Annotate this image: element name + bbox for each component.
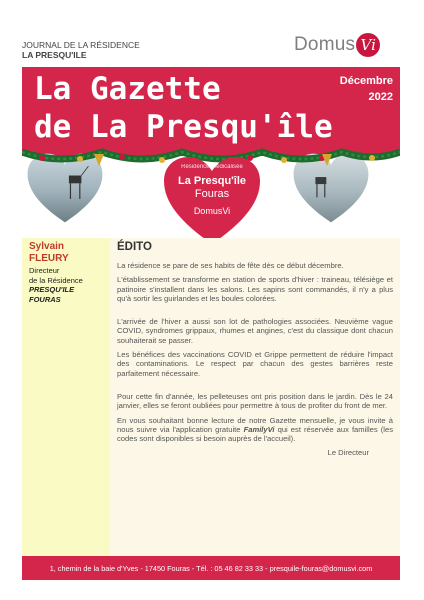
author-role-3: PRESQU'ILE	[29, 285, 75, 294]
heart-residence-name: La Presqu'île	[177, 175, 247, 187]
edito-paragraph-2: L'établissement se transforme en station de sports d'hiver : traineau, télésiège et patinoire s'installent dans les salons. Les sapins sont commandés, il n'y a plus qu'à sortir les guirlandes et les boules colorées.	[117, 275, 393, 303]
title-banner	[22, 67, 400, 156]
author-role-2: de la Résidence	[29, 275, 83, 285]
issue-date	[340, 73, 393, 105]
heart-subtitle: Résidence médicalisée	[181, 164, 243, 170]
edito-paragraph-1: La résidence se pare de ses habits de fête dès ce début décembre.	[117, 261, 344, 270]
gazette-title	[34, 70, 333, 146]
logo-mark: Vi	[356, 33, 380, 57]
title-line-1: La Gazette	[34, 71, 221, 107]
journal-header	[22, 40, 140, 60]
edito-paragraph-4: Les bénéfices des vaccinations COVID et Grippe permettent de réduire l'impact des contaminations. Le respect par chacun des gestes barrières reste parfaitement nécessaire.	[117, 350, 393, 378]
edito-paragraph-5: Pour cette fin d'année, les pelleteuses ont pris position dans le jardin. Dès le 24 janvier, elles se feront oubliées pour permettre à tous de profiter du front de mer.	[117, 391, 393, 411]
author-role-4: FOURAS	[29, 294, 61, 304]
familyvi-app-name: FamilyVi	[243, 424, 275, 434]
heart-logo: DomusVi	[193, 206, 231, 216]
edito-p6-start: En vous souhaitant bonne lecture de notre Gazette mensuelle, je vous invite à nous suivre via l'application gratuite	[117, 415, 393, 434]
author-last-name: FLEURY	[29, 253, 69, 264]
edito-body	[117, 261, 393, 463]
title-line-2: de La Presqu'île	[34, 109, 333, 145]
journal-label: JOURNAL DE LA RÉSIDENCE	[22, 40, 140, 50]
edito-paragraph-6	[117, 416, 393, 444]
edito-p6-end: qui est réservée aux familles (les codes sont disponibles si besoin auprès de l'accueil).	[117, 424, 393, 444]
logo-text: Domus	[294, 34, 356, 55]
footer-text: 1, chemin de la baie d'Yves - 17450 Fouras - Tél. : 05 46 82 33 33 - presquile-fouras@domusvi.com	[49, 563, 373, 573]
author-first-name: Sylvain	[29, 241, 65, 252]
residence-heart-badge	[162, 156, 262, 246]
edito-heading: ÉDITO	[117, 241, 152, 253]
author-sidebar	[22, 238, 110, 556]
residence-name: LA PRESQU'ILE	[22, 50, 87, 60]
author-role-1: Directeur	[29, 266, 60, 275]
edito-paragraph-3: L'arrivée de l'hiver a aussi son lot de pathologies associées. Neuvième vague COVID, syndromes grippaux, rhumes et angines, c'est du classique dont chacun souhaiterait se passer.	[117, 317, 393, 345]
author-role	[29, 266, 83, 304]
edito-section	[110, 238, 400, 556]
author-name	[29, 241, 69, 265]
domusvi-logo	[294, 33, 380, 57]
issue-month: Décembre	[339, 75, 393, 87]
footer-contact	[22, 556, 400, 580]
heart-city: Fouras	[194, 188, 230, 200]
issue-year: 2022	[368, 91, 393, 103]
signature: Le Directeur	[327, 448, 369, 458]
